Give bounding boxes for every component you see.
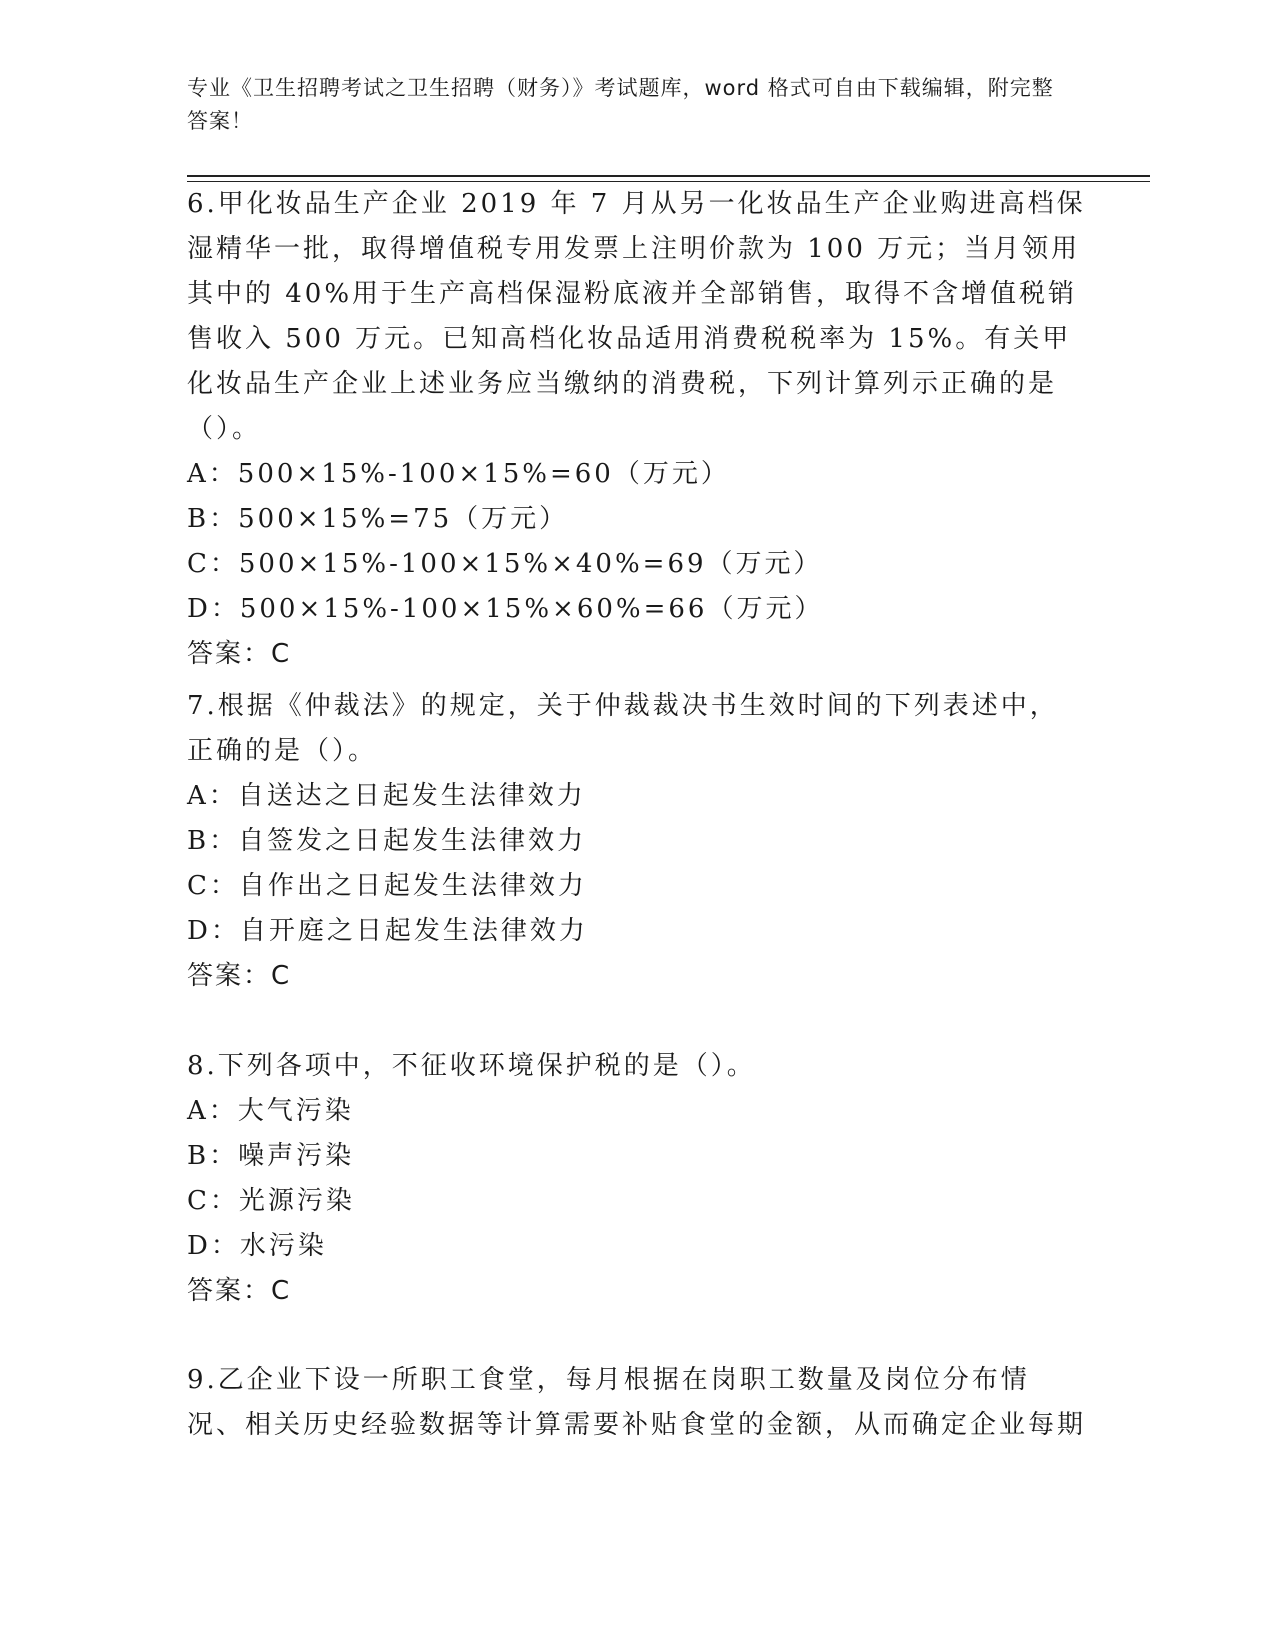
option-b: B：500×15%=75（万元） [187,504,569,534]
option-a: A：自送达之日起发生法律效力 [187,781,586,811]
option-d: D：水污染 [187,1231,327,1261]
question-9 [187,1358,1087,1448]
question-6 [187,182,1087,677]
document-header: 专业《卫生招聘考试之卫生招聘（财务）》考试题库，word 格式可自由下载编辑，附完整答案！ [187,76,1054,133]
header-divider-thick [187,175,1150,177]
question-stem: 8.下列各项中，不征收环境保护税的是（）。 [187,1051,756,1081]
option-b: B：自签发之日起发生法律效力 [187,826,587,856]
option-c: C：自作出之日起发生法律效力 [187,871,587,901]
question-8 [187,1044,1087,1314]
question-stem: 9.乙企业下设一所职工食堂，每月根据在岗职工数量及岗位分布情况、相关历史经验数据等计算需要补贴食堂的金额，从而确定企业每期 [187,1365,1087,1440]
option-d: D：自开庭之日起发生法律效力 [187,916,588,946]
option-a: A：大气污染 [187,1096,354,1126]
answer: 答案：C [187,1276,292,1306]
question-7 [187,684,1087,999]
option-a: A：500×15%-100×15%=60（万元） [187,459,730,489]
option-c: C：500×15%-100×15%×40%=69（万元） [187,549,823,579]
question-stem: 7.根据《仲裁法》的规定，关于仲裁裁决书生效时间的下列表述中，正确的是（）。 [187,691,1059,766]
option-c: C：光源污染 [187,1186,355,1216]
answer: 答案：C [187,961,292,991]
question-stem: 6.甲化妆品生产企业 2019 年 7 月从另一化妆品生产企业购进高档保湿精华一批，取得增值税专用发票上注明价款为 100 万元；当月领用其中的 40%用于生产高档保湿粉底液并全部销售，取得不含增值税销售收入 500 万元。已知高档化妆品适用消费税税率为 15%。有关甲化妆品生产企业上述业务应当缴纳的消费税，下列计算列示正确的是（）。 [187,189,1086,444]
answer: 答案：C [187,639,292,669]
option-d: D：500×15%-100×15%×60%=66（万元） [187,594,824,624]
option-b: B：噪声污染 [187,1141,355,1171]
